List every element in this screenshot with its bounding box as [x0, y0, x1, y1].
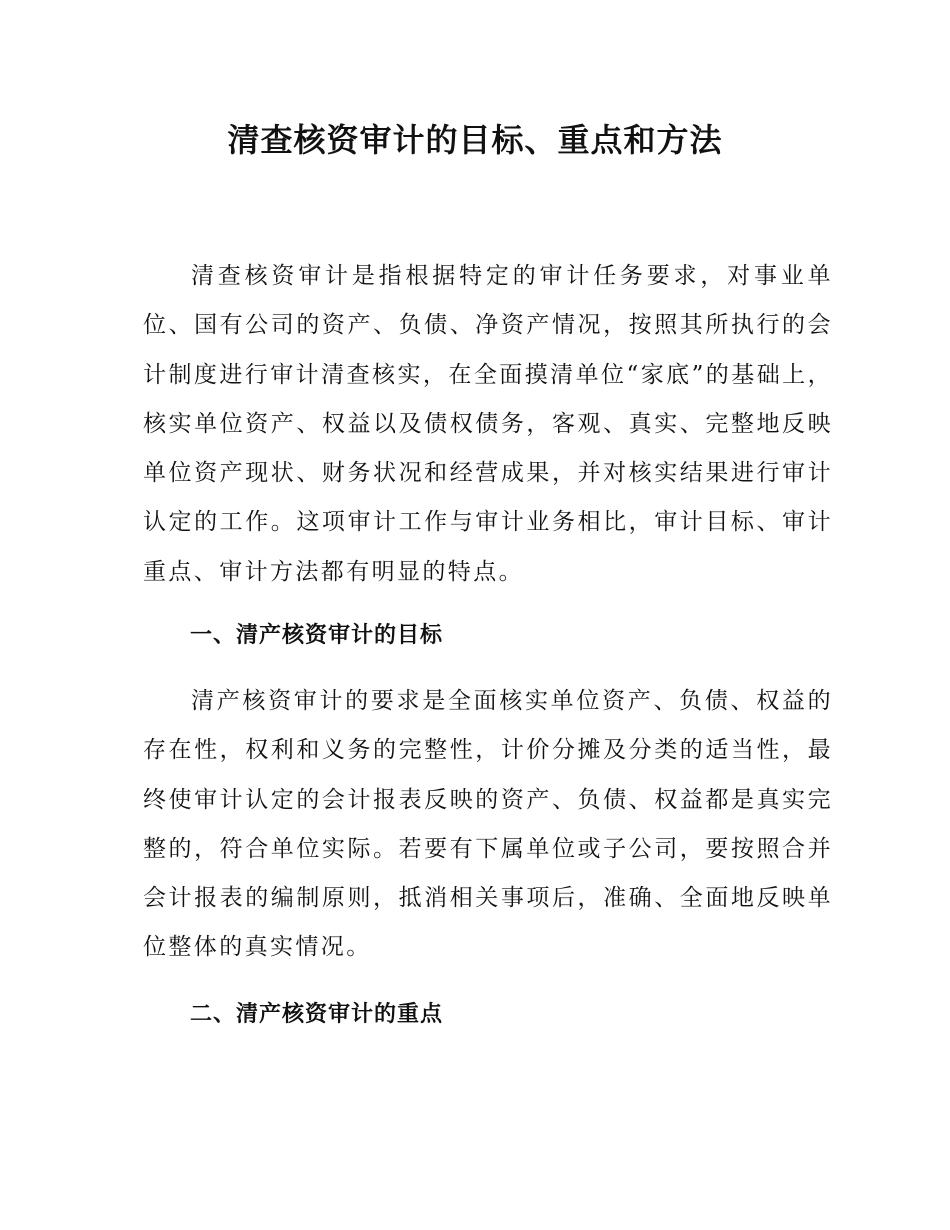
section-paragraph-objectives: 清产核资审计的要求是全面核实单位资产、负债、权益的存在性，权利和义务的完整性，计价分摊及分类的适当性，最终使审计认定的会计报表反映的资产、负债、权益都是真实完整的，符合单位实际。若要有下属单位或子公司，要按照合并会计报表的编制原则，抵消相关事项后，准确、全面地反映单位整体的真实情况。: [143, 688, 833, 961]
document-title: 清查核资审计的目标、重点和方法: [227, 121, 723, 159]
section-heading-objectives: 一、清产核资审计的目标: [190, 623, 444, 648]
section-heading-key-points: 二、清产核资审计的重点: [190, 1002, 444, 1027]
intro-paragraph: 清查核资审计是指根据特定的审计任务要求，对事业单位、国有公司的资产、负债、净资产情况，按照其所执行的会计制度进行审计清查核实，在全面摸清单位“家底”的基础上，核实单位资产、权益以及债权债务，客观、真实、完整地反映单位资产现状、财务状况和经营成果，并对核实结果进行审计认定的工作。这项审计工作与审计业务相比，审计目标、审计重点、审计方法都有明显的特点。: [143, 263, 833, 585]
